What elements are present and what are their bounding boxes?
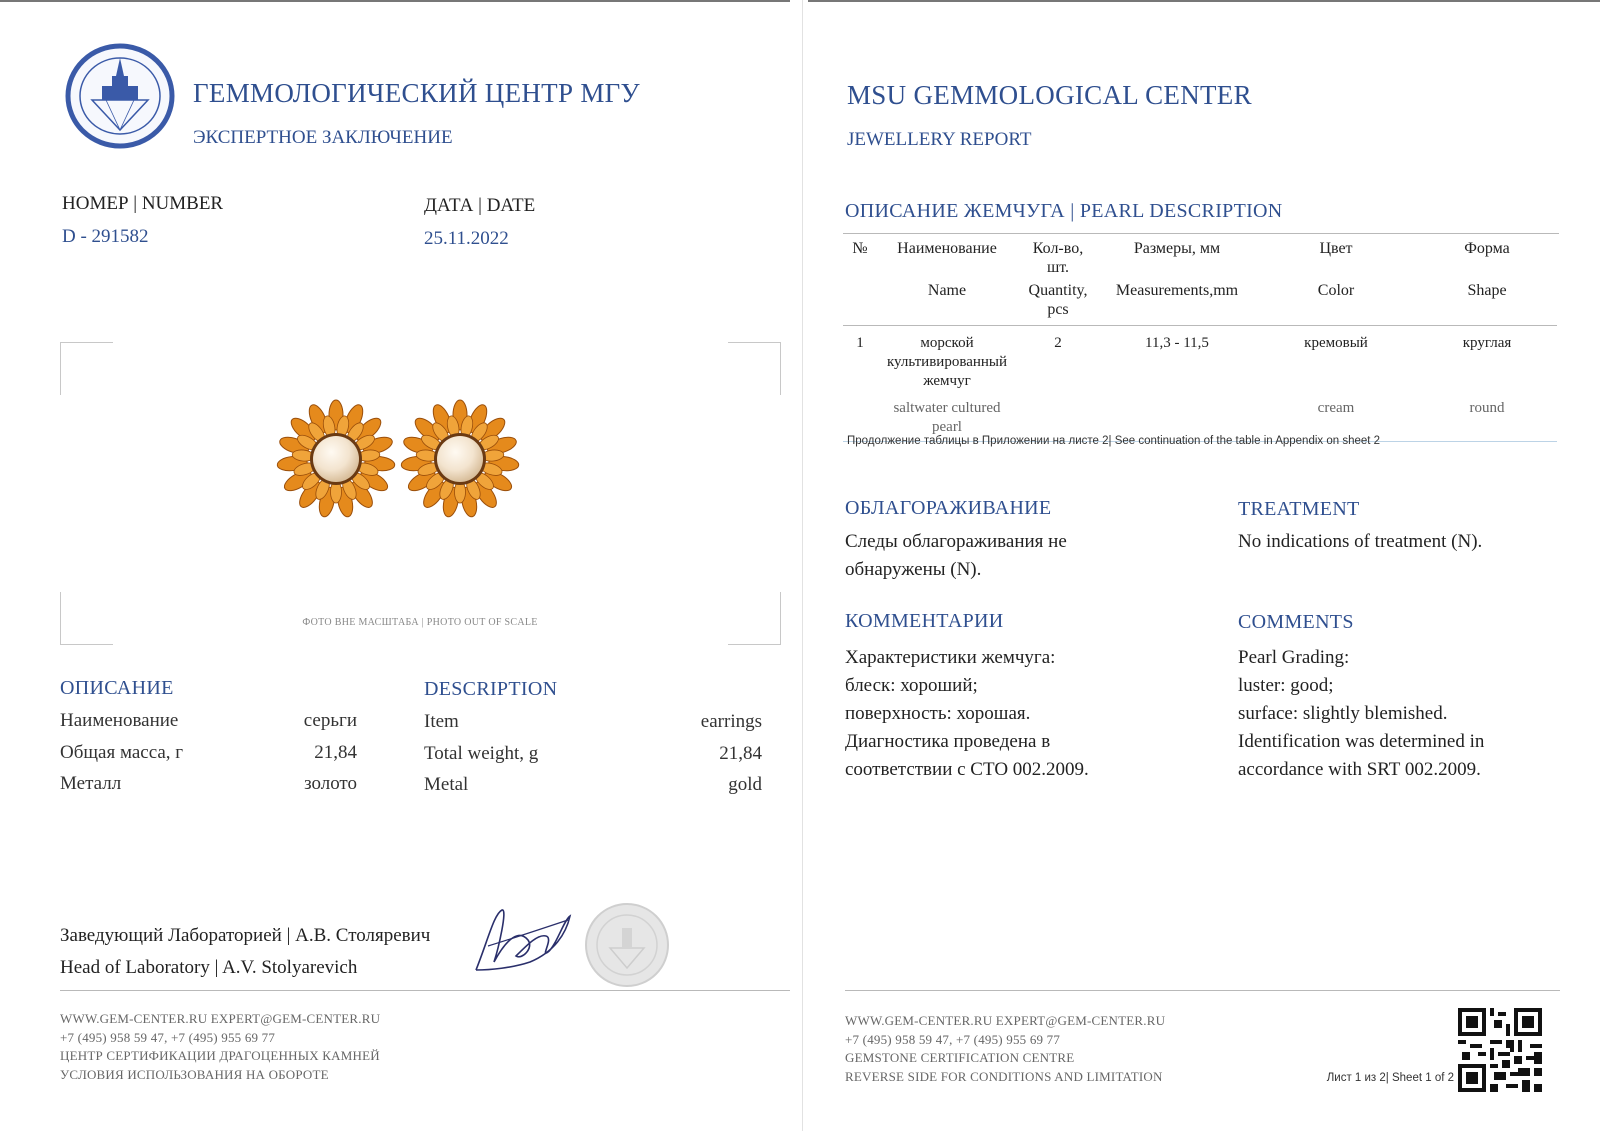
col-no: № <box>852 240 868 257</box>
desc-ru-label: Наименование <box>60 710 179 731</box>
comment-line: Характеристики жемчуга: <box>845 647 1056 668</box>
date-label: ДАТА | DATE <box>424 195 536 216</box>
lab-title-ru: ГЕММОЛОГИЧЕСКИЙ ЦЕНТР МГУ <box>193 78 640 108</box>
col-name-en: Name <box>927 282 967 299</box>
cell-name-ru: морской культивированный жемчуг <box>886 335 1008 389</box>
comment-line: luster: good; <box>1238 675 1334 696</box>
col-qty-en: Quantity, pcs <box>1028 282 1088 318</box>
cell-qty: 2 <box>1054 335 1062 351</box>
desc-ru-row-weight <box>60 742 357 764</box>
signature <box>468 900 578 980</box>
col-size-ru: Размеры, мм <box>1133 240 1221 257</box>
col-qty-ru: Кол-во, шт. <box>1032 240 1084 276</box>
photo-frame-corner-tl <box>60 342 113 395</box>
comments-ru-heading: КОММЕНТАРИИ <box>845 610 1004 632</box>
desc-en-row-weight <box>424 743 762 765</box>
table-continuation-note: Продолжение таблицы в Приложении на листе 2| See continuation of the table in Appendix on sheet 2 <box>847 435 1381 447</box>
desc-ru-value: 21,84 <box>314 742 357 763</box>
footer-terms: УСЛОВИЯ ИСПОЛЬЗОВАНИЯ НА ОБОРОТЕ <box>60 1066 329 1082</box>
footer-left <box>60 1010 380 1084</box>
cell-shape-ru: круглая <box>1462 335 1512 351</box>
footer-terms: REVERSE SIDE FOR CONDITIONS AND LIMITATION <box>845 1068 1163 1084</box>
footer-center: GEMSTONE CERTIFICATION CENTRE <box>845 1050 1075 1065</box>
table-header-en <box>843 277 1557 326</box>
footer-phone: +7 (495) 958 59 47, +7 (495) 955 69 77 <box>845 1031 1061 1047</box>
desc-en-label: Total weight, g <box>424 743 539 764</box>
desc-en-label: Item <box>424 711 459 732</box>
pearl-table <box>843 235 1557 442</box>
sheet-number: Лист 1 из 2| Sheet 1 of 2 <box>1326 1072 1454 1084</box>
desc-en-value: 21,84 <box>719 743 762 764</box>
footer-right <box>845 1012 1165 1086</box>
col-size-en: Measurements,mm <box>1115 282 1239 299</box>
treatment-en-heading: TREATMENT <box>1238 498 1360 520</box>
col-shape-ru: Форма <box>1464 240 1510 257</box>
desc-ru-value: золото <box>304 773 357 794</box>
comment-line: Identification was determined in <box>1238 731 1485 752</box>
msu-seal-logo <box>64 42 176 150</box>
table-top-rule <box>843 233 1559 234</box>
footer-web: WWW.GEM-CENTER.RU EXPERT@GEM-CENTER.RU <box>60 1011 381 1026</box>
top-edge-right <box>808 0 1600 2</box>
earrings-photo <box>274 396 524 522</box>
comment-line: блеск: хороший; <box>845 675 978 696</box>
desc-ru-row-item <box>60 710 357 732</box>
qr-code[interactable] <box>1458 1008 1542 1092</box>
lab-title-en: MSU GEMMOLOGICAL CENTER <box>847 80 1252 110</box>
desc-ru-label: Металл <box>60 773 122 794</box>
desc-en-row-item <box>424 711 762 733</box>
desc-ru-label: Общая масса, г <box>60 742 184 763</box>
footer-web: WWW.GEM-CENTER.RU EXPERT@GEM-CENTER.RU <box>845 1013 1166 1028</box>
pearl-description-heading: ОПИСАНИЕ ЖЕМЧУГА | PEARL DESCRIPTION <box>845 200 1283 222</box>
number-value: D - 291582 <box>62 226 149 247</box>
signer-en: Head of Laboratory | A.V. Stolyarevich <box>60 957 358 978</box>
desc-ru-row-metal <box>60 773 357 795</box>
comment-line: поверхность: хорошая. <box>845 703 1031 724</box>
number-label: НОМЕР | NUMBER <box>62 193 224 214</box>
treatment-ru-text: Следы облагораживания не обнаружены (N). <box>845 531 1067 580</box>
desc-ru-value: серьги <box>303 710 357 731</box>
comment-line: accordance with SRT 002.2009. <box>1238 759 1481 780</box>
comments-en <box>1238 644 1484 784</box>
date-value: 25.11.2022 <box>424 228 509 249</box>
table-row-en <box>843 391 1557 442</box>
photo-frame-corner-tr <box>728 342 781 395</box>
description-ru-heading: ОПИСАНИЕ <box>60 677 174 699</box>
footer-center: ЦЕНТР СЕРТИФИКАЦИИ ДРАГОЦЕННЫХ КАМНЕЙ <box>60 1048 380 1063</box>
comments-en-heading: COMMENTS <box>1238 611 1354 633</box>
desc-en-row-metal <box>424 774 762 796</box>
report-type-en: JEWELLERY REPORT <box>847 129 1032 150</box>
top-edge-left <box>0 0 790 2</box>
footer-phone: +7 (495) 958 59 47, +7 (495) 955 69 77 <box>60 1029 276 1045</box>
cell-shape-en: round <box>1469 400 1505 416</box>
col-name-ru: Наименование <box>897 240 997 257</box>
comments-ru <box>845 644 1089 784</box>
footer-divider-right <box>845 990 1560 991</box>
comment-line: Pearl Grading: <box>1238 647 1350 668</box>
treatment-en-text: No indications of treatment (N). <box>1238 531 1483 552</box>
cell-color-ru: кремовый <box>1304 335 1368 351</box>
cell-no: 1 <box>856 335 864 351</box>
photo-caption: ФОТО ВНЕ МАСШТАБА | PHOTO OUT OF SCALE <box>302 617 538 628</box>
desc-en-label: Metal <box>424 774 469 795</box>
cell-size: 11,3 - 11,5 <box>1145 335 1209 351</box>
cell-name-en: saltwater cultured pearl <box>893 400 1001 435</box>
desc-en-value: earrings <box>700 711 762 732</box>
signer-ru: Заведующий Лабораторией | А.В. Столяревич <box>60 925 431 946</box>
description-en-heading: DESCRIPTION <box>424 678 558 700</box>
col-color-en: Color <box>1317 282 1355 299</box>
comment-line: Диагностика проведена в <box>845 731 1051 752</box>
table-row <box>843 326 1557 392</box>
col-shape-en: Shape <box>1467 282 1507 299</box>
col-color-ru: Цвет <box>1319 240 1353 257</box>
comment-line: surface: slightly blemished. <box>1238 703 1448 724</box>
cell-color-en: cream <box>1317 400 1355 416</box>
report-type-ru: ЭКСПЕРТНОЕ ЗАКЛЮЧЕНИЕ <box>193 127 453 148</box>
footer-divider-left <box>60 990 790 991</box>
table-header-ru <box>843 235 1557 277</box>
comment-line: соответствии с СТО 002.2009. <box>845 759 1089 780</box>
desc-en-value: gold <box>728 774 762 795</box>
page-fold <box>802 0 803 1131</box>
lab-stamp <box>584 902 670 988</box>
treatment-ru-heading: ОБЛАГОРАЖИВАНИЕ <box>845 497 1052 519</box>
